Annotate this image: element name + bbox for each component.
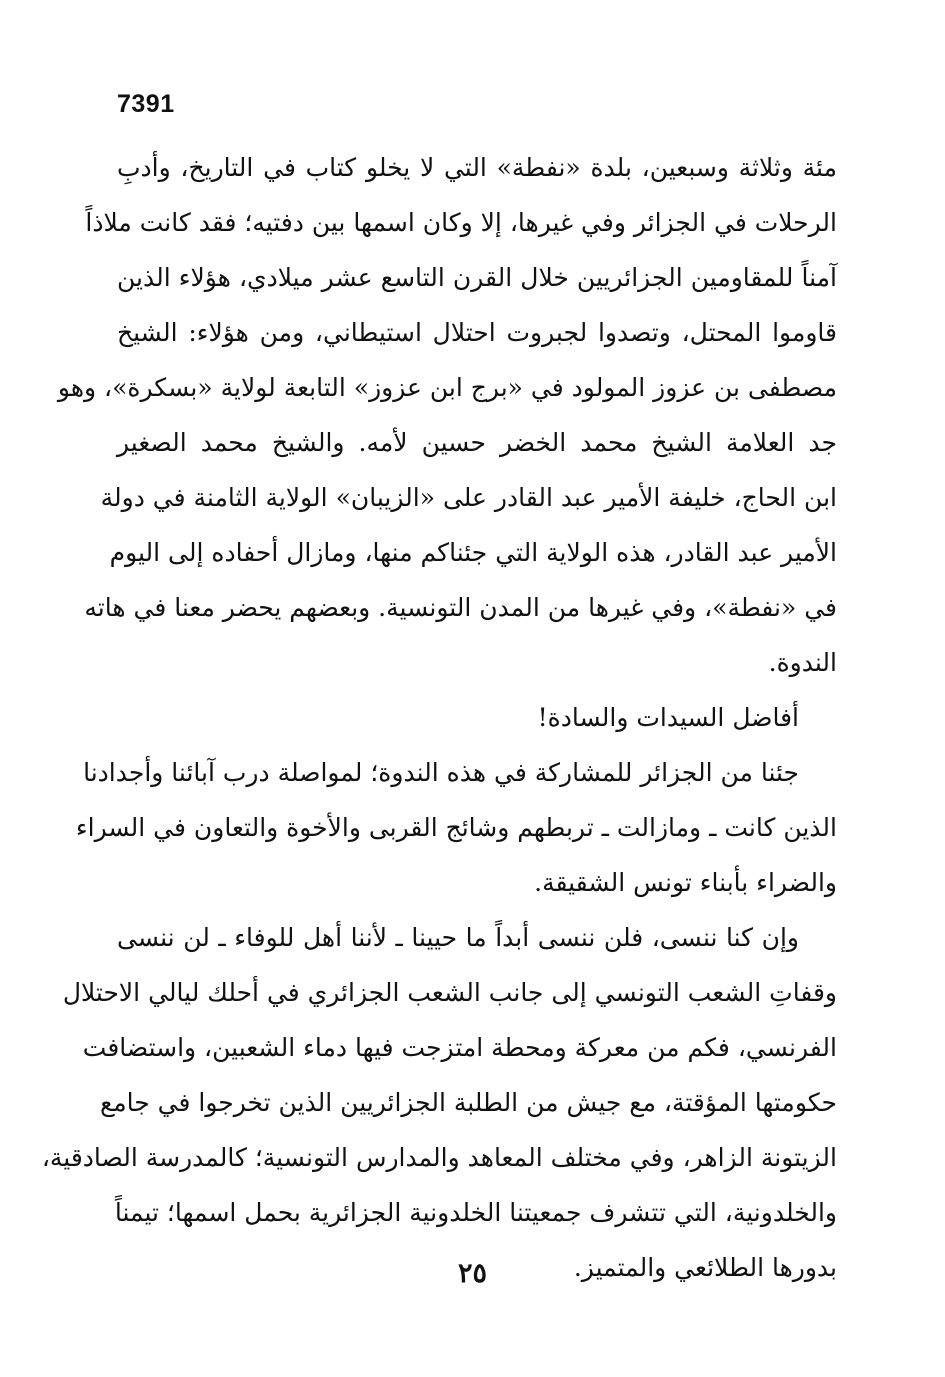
paragraph-1 bbox=[57, 140, 837, 690]
text-line: وقفاتِ الشعب التونسي إلى جانب الشعب الجزائري في أحلك ليالي الاحتلال bbox=[62, 978, 837, 1007]
text-line: وإن كنا ننسى، فلن ننسى أبداً ما حيينا ـ لأننا أهل للوفاء ـ لن ننسى bbox=[117, 923, 799, 952]
page-number: ٢٥ bbox=[457, 1258, 487, 1289]
text-line: الرحلات في الجزائر وفي غيرها، إلا وكان اسمها بين دفتيه؛ فقد كانت ملاذاً bbox=[85, 208, 837, 237]
text-line: آمناً للمقاومين الجزائريين خلال القرن التاسع عشر ميلادي، هؤلاء الذين bbox=[117, 263, 837, 292]
text-line: جئنا من الجزائر للمشاركة في هذه الندوة؛ لمواصلة درب آبائنا وأجدادنا bbox=[83, 758, 799, 787]
paragraph-4 bbox=[41, 910, 837, 1295]
page-body bbox=[41, 140, 837, 1295]
text-line: مصطفى بن عزوز المولود في «برج ابن عزوز» التابعة لولاية «بسكرة»، وهو bbox=[57, 373, 837, 402]
paragraph-2 bbox=[117, 690, 837, 745]
page-id: 7391 bbox=[117, 90, 175, 118]
text-line: والخلدونية، التي تتشرف جمعيتنا الخلدونية الجزائرية بحمل اسمها؛ تيمناً bbox=[114, 1198, 837, 1227]
salutation-line: أفاضل السيدات والسادة! bbox=[537, 703, 799, 732]
text-line: الندوة. bbox=[768, 648, 837, 677]
text-line: حكومتها المؤقتة، مع جيش من الطلبة الجزائريين الذين تخرجوا في جامع bbox=[99, 1088, 837, 1117]
text-line: في «نفطة»، وفي غيرها من المدن التونسية. وبعضهم يحضر معنا في هاته bbox=[84, 593, 837, 622]
paragraph-3 bbox=[75, 745, 837, 910]
text-line: مئة وثلاثة وسبعين، بلدة «نفطة» التي لا يخلو كتاب في التاريخ، وأدبِ bbox=[117, 153, 837, 182]
text-line: الذين كانت ـ ومازالت ـ تربطهم وشائج القربى والأخوة والتعاون في السراء bbox=[75, 813, 837, 842]
text-line: ابن الحاج، خليفة الأمير عبد القادر على «الزيبان» الولاية الثامنة في دولة bbox=[100, 483, 837, 512]
text-line: الزيتونة الزاهر، وفي مختلف المعاهد والمدارس التونسية؛ كالمدرسة الصادقية، bbox=[41, 1143, 837, 1172]
text-line: جد العلامة الشيخ محمد الخضر حسين لأمه. والشيخ محمد الصغير bbox=[117, 428, 837, 457]
text-line: الأمير عبد القادر، هذه الولاية التي جئناكم منها، ومازال أحفاده إلى اليوم bbox=[109, 538, 837, 567]
text-line: الفرنسي، فكم من معركة ومحطة امتزجت فيها دماء الشعبين، واستضافت bbox=[82, 1033, 837, 1062]
text-line: والضراء بأبناء تونس الشقيقة. bbox=[534, 868, 837, 897]
text-line: قاوموا المحتل، وتصدوا لجبروت احتلال استيطاني، ومن هؤلاء: الشيخ bbox=[117, 318, 837, 347]
text-line: بدورها الطلائعي والمتميز. bbox=[573, 1253, 837, 1282]
